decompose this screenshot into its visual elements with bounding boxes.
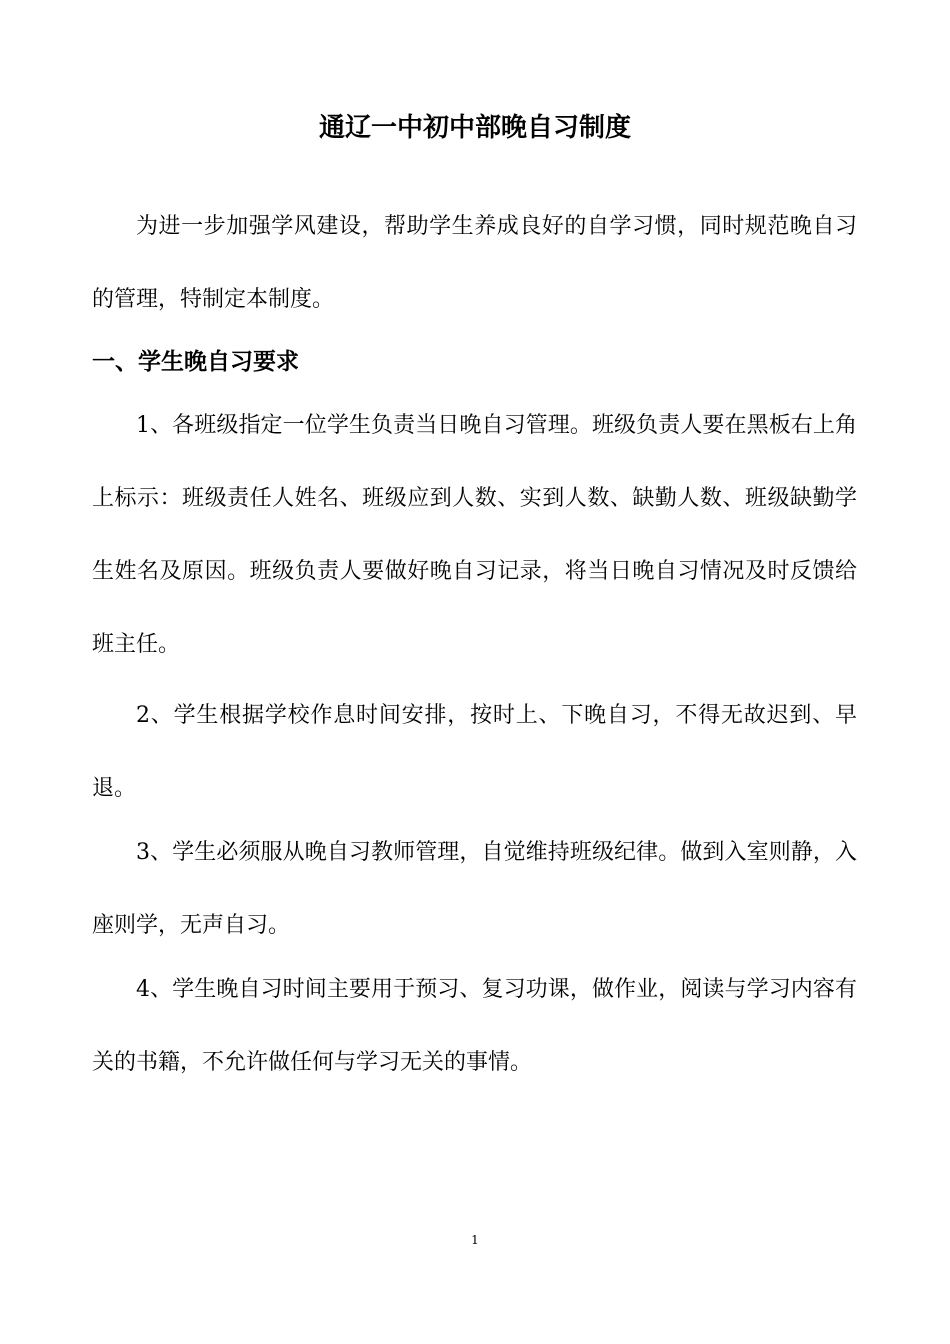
section-heading-student-requirements: 一、学生晚自习要求 [92,349,299,375]
requirement-item-4: 4、学生晚自习时间主要用于预习、复习功课，做作业，阅读与学习内容有关的书籍，不允许做任何与学习无关的事情。 [92,977,857,1075]
document-title: 通辽一中初中部晚自习制度 [318,113,631,143]
requirement-item-3: 3、学生必须服从晚自习教师管理，自觉维持班级纪律。做到入室则静，入座则学，无声自习。 [92,840,857,938]
page-number: 1 [471,1233,479,1247]
intro-paragraph: 为进一步加强学风建设，帮助学生养成良好的自学习惯，同时规范晚自习的管理，特制定本制度。 [92,214,857,312]
requirement-item-1: 1、各班级指定一位学生负责当日晚自习管理。班级负责人要在黑板右上角上标示：班级责任人姓名、班级应到人数、实到人数、缺勤人数、班级缺勤学生姓名及原因。班级负责人要做好晚自习记录，将当日晚自习情况及时反馈给班主任。 [92,413,857,657]
requirement-item-2: 2、学生根据学校作息时间安排，按时上、下晚自习，不得无故迟到、早退。 [92,703,857,801]
